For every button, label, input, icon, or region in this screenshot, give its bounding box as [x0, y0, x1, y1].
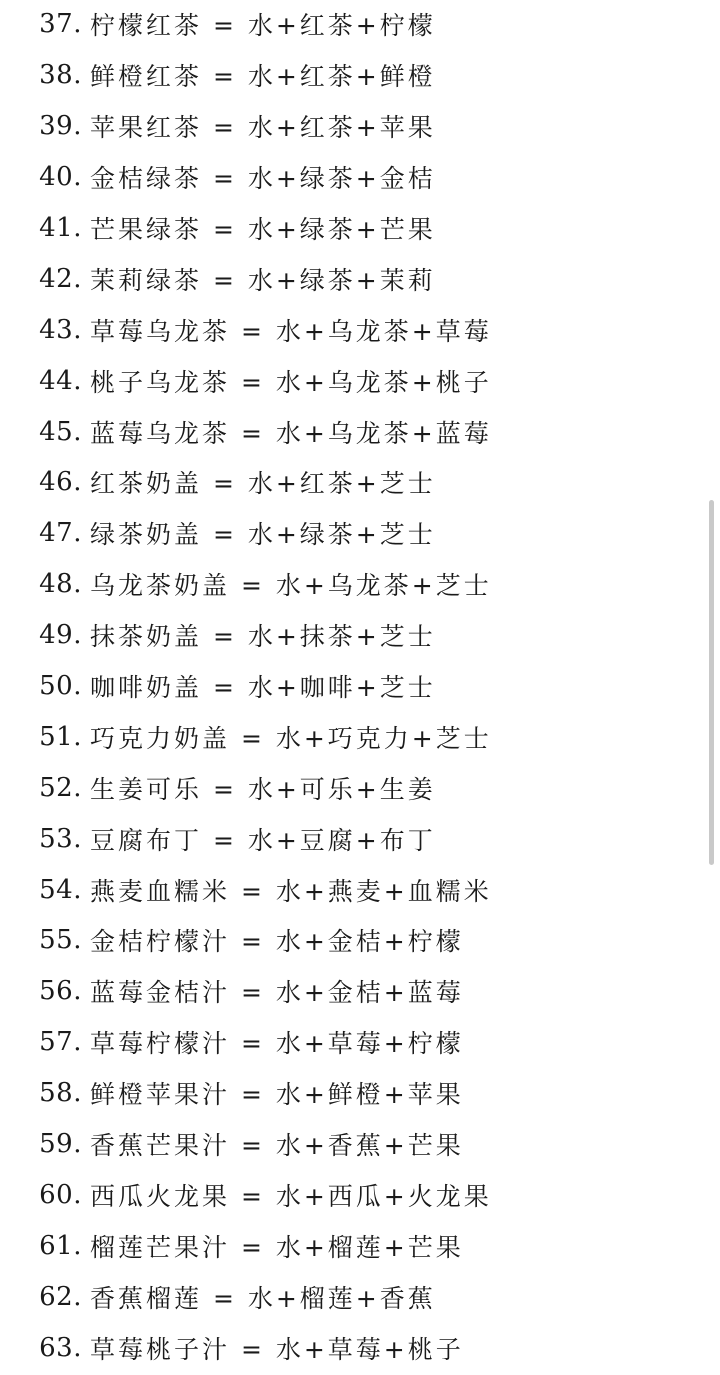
list-item [0, 203, 700, 254]
recipe-text: 柠檬红茶 = 水+红茶+柠檬 [90, 11, 436, 41]
recipe-number: 60. [39, 1179, 82, 1210]
list-item [0, 457, 700, 508]
list-item [0, 1068, 700, 1119]
recipe-text: 金桔柠檬汁 = 水+金桔+柠檬 [90, 927, 464, 957]
recipe-text: 香蕉芒果汁 = 水+香蕉+芒果 [90, 1131, 464, 1161]
list-item [0, 711, 700, 762]
recipe-text: 鲜橙红茶 = 水+红茶+鲜橙 [90, 62, 436, 92]
recipe-number: 57. [39, 1027, 82, 1058]
recipe-text: 苹果红茶 = 水+红茶+苹果 [90, 113, 436, 143]
list-item [0, 1017, 700, 1068]
recipe-text: 榴莲芒果汁 = 水+榴莲+芒果 [90, 1232, 464, 1262]
list-item [0, 762, 700, 813]
list-item [0, 1271, 700, 1322]
recipe-number: 59. [39, 1129, 82, 1160]
recipe-number: 61. [39, 1230, 82, 1261]
recipe-text: 生姜可乐 = 水+可乐+生姜 [90, 774, 436, 804]
recipe-number: 50. [39, 671, 82, 702]
recipe-number: 55. [39, 925, 82, 956]
recipe-text: 西瓜火龙果 = 水+西瓜+火龙果 [90, 1181, 492, 1211]
recipe-text: 蓝莓金桔汁 = 水+金桔+蓝莓 [90, 978, 464, 1008]
recipe-text: 香蕉榴莲 = 水+榴莲+香蕉 [90, 1283, 436, 1313]
list-item [0, 1169, 700, 1220]
recipe-number: 42. [39, 263, 82, 294]
recipe-number: 39. [39, 111, 82, 142]
recipe-number: 45. [39, 416, 82, 447]
recipe-number: 48. [39, 569, 82, 600]
recipe-number: 49. [39, 620, 82, 651]
recipe-text: 茉莉绿茶 = 水+绿茶+茉莉 [90, 265, 436, 295]
list-item [0, 610, 700, 661]
list-item [0, 152, 700, 203]
list-item [0, 253, 700, 304]
recipe-number: 41. [39, 213, 82, 243]
recipe-number: 62. [39, 1281, 82, 1312]
recipe-number: 44. [39, 365, 82, 396]
recipe-text: 燕麦血糯米 = 水+燕麦+血糯米 [90, 876, 492, 906]
list-item [0, 864, 700, 915]
recipe-text: 抹茶奶盖 = 水+抹茶+芝士 [90, 622, 436, 652]
recipe-text: 蓝莓乌龙茶 = 水+乌龙茶+蓝莓 [90, 418, 492, 448]
list-item [0, 304, 700, 355]
recipe-number: 54. [39, 874, 82, 905]
recipe-text: 草莓桃子汁 = 水+草莓+桃子 [90, 1334, 464, 1364]
recipe-number: 38. [39, 60, 82, 91]
recipe-number: 53. [39, 823, 82, 854]
list-item [0, 406, 700, 457]
list-item [0, 1322, 700, 1373]
recipe-number: 58. [39, 1078, 82, 1109]
recipe-text: 豆腐布丁 = 水+豆腐+布丁 [90, 825, 436, 855]
recipe-text: 草莓柠檬汁 = 水+草莓+柠檬 [90, 1029, 464, 1059]
recipe-text: 红茶奶盖 = 水+红茶+芝士 [90, 469, 436, 499]
list-item [0, 0, 700, 50]
list-item [0, 915, 700, 966]
list-item [0, 355, 700, 406]
recipe-number: 37. [39, 9, 82, 40]
recipe-text: 咖啡奶盖 = 水+咖啡+芝士 [90, 673, 436, 703]
list-item [0, 508, 700, 559]
list-item [0, 813, 700, 864]
recipe-text: 鲜橙苹果汁 = 水+鲜橙+苹果 [90, 1080, 464, 1110]
recipe-text: 草莓乌龙茶 = 水+乌龙茶+草莓 [90, 316, 492, 346]
recipe-text: 芒果绿茶 = 水+绿茶+芒果 [90, 215, 436, 244]
recipe-number: 46. [39, 467, 82, 498]
list-item [0, 50, 700, 101]
list-item [0, 661, 700, 712]
recipe-number: 40. [39, 162, 82, 193]
recipe-text: 桃子乌龙茶 = 水+乌龙茶+桃子 [90, 367, 492, 397]
list-item [0, 559, 700, 610]
recipe-number: 56. [39, 976, 82, 1007]
recipe-number: 43. [39, 314, 82, 345]
recipe-number: 52. [39, 772, 82, 803]
recipe-number: 47. [39, 518, 82, 549]
scrollbar-thumb[interactable] [709, 500, 714, 865]
recipe-text: 金桔绿茶 = 水+绿茶+金桔 [90, 164, 436, 194]
list-item [0, 101, 700, 152]
recipe-number: 63. [39, 1332, 82, 1363]
list-item [0, 1220, 700, 1271]
recipe-text: 乌龙茶奶盖 = 水+乌龙茶+芝士 [90, 571, 492, 601]
recipe-number: 51. [39, 721, 82, 752]
list-item [0, 1119, 700, 1170]
list-item [0, 966, 700, 1017]
recipe-text: 巧克力奶盖 = 水+巧克力+芝士 [90, 723, 492, 753]
recipe-text: 绿茶奶盖 = 水+绿茶+芝士 [90, 520, 436, 550]
